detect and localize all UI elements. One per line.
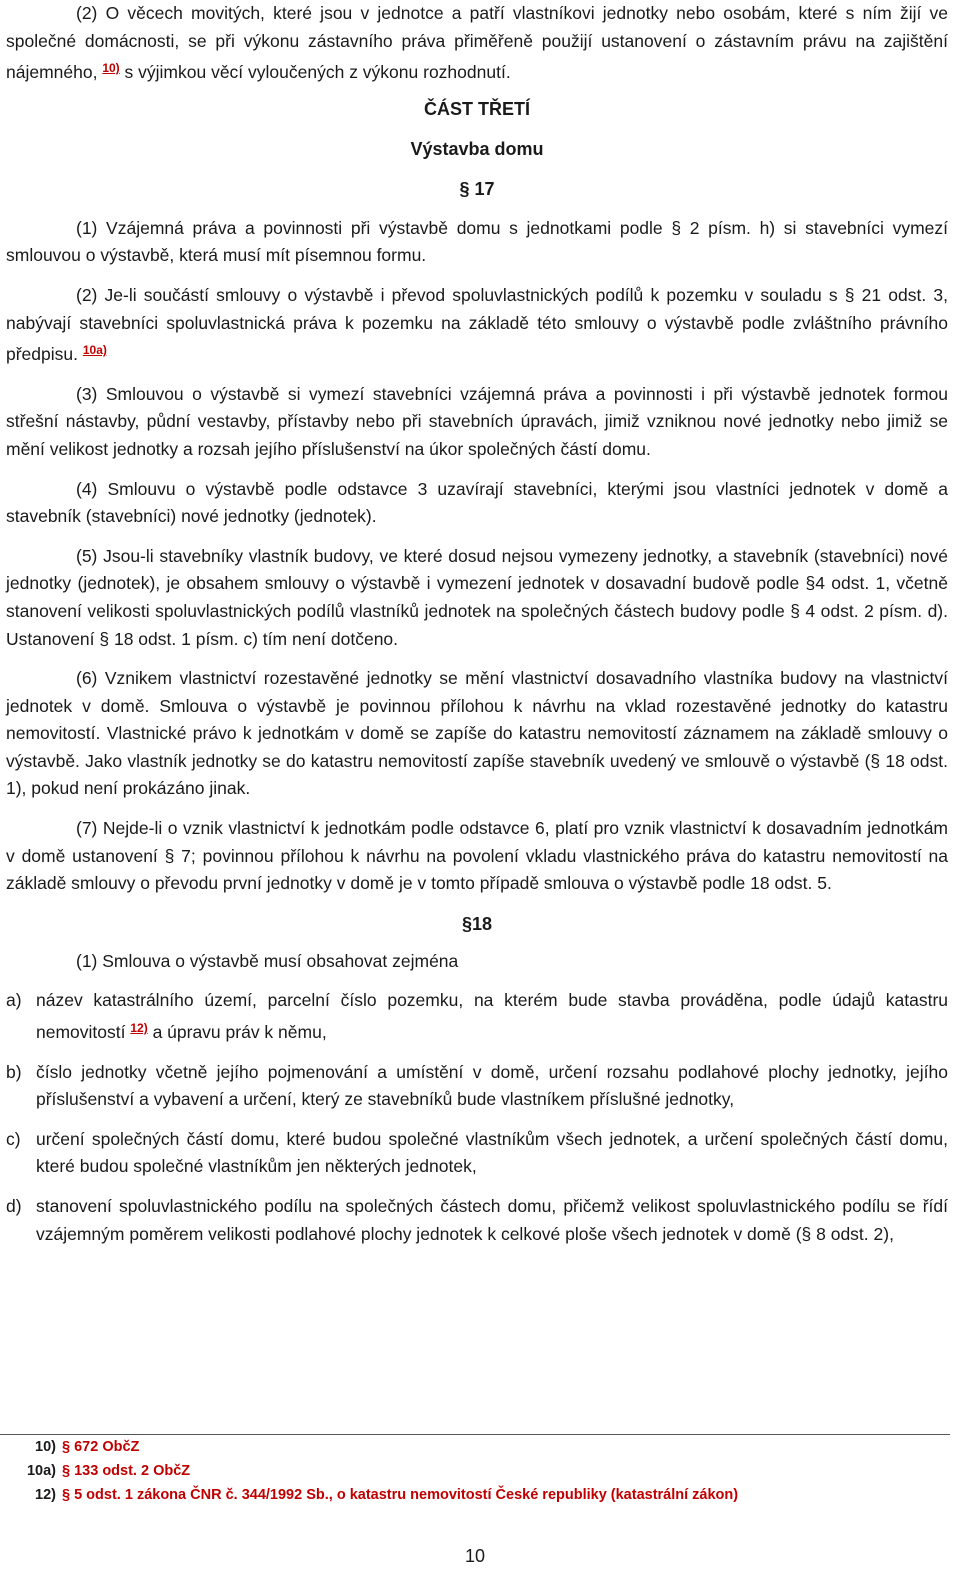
list-text: určení společných částí domu, které budou společné vlastníkům všech jednotek, a určení společných částí domu, které budou společné vlastníkům jen některých jednotek, <box>36 1128 948 1177</box>
paragraph-text: (2) Je-li součástí smlouvy o výstavbě i převod spoluvlastnických podílů k pozemku v souladu s § 21 odst. 3, nabývají stavebníci spoluvlastnická práva k pozemku na základě této smlouvy o výstavbě podle zvláštního právního předpisu. <box>6 284 948 365</box>
list-text: stanovení spoluvlastnického podílu na společných částech domu, přičemž velikost spoluvlastnického podílu se řídí vzájemným poměrem velikosti podlahové plochy jednotek k celkové ploše všech jednotek v domě (§ 8 odst. 2), <box>36 1196 948 1244</box>
paragraph-text: (2) O věcech movitých, které jsou v jednotce a patří vlastníkovi jednotky nebo osobám, které s ním žijí ve společné domácnosti, se při výkonu zástavního práva přiměřeně použijí ustanovení o zástavním právu na zajištění nájemného, <box>6 3 948 83</box>
footnote-link[interactable]: § 5 odst. 1 zákona ČNR č. 344/1992 Sb., o katastru nemovitostí České republiky (katastrální zákon) <box>62 1487 739 1503</box>
footnote-ref-10a[interactable]: 10a) <box>82 343 107 358</box>
footnote-link[interactable]: § 133 odst. 2 ObčZ <box>62 1463 191 1479</box>
footnote-10 <box>0 1438 139 1456</box>
page-number: 10 <box>464 1546 486 1566</box>
s17-para-3: (3) Smlouvou o výstavbě si vymezí stavebníci vzájemná práva a povinnosti i při výstavbě jednotek formou střešní nástavby, půdní vestavby, přístavby nebo při stavebních úpravách, jimiž vzniknou nové jednotky nebo jimiž se mění velikost jednotky a rozsah jejího příslušenství na úkor společných částí domu. <box>6 383 948 459</box>
s17-para-6: (6) Vznikem vlastnictví rozestavěné jednotky se mění vlastnictví dosavadního vlastníka budovy na vlastnictví jednotek v domě. Smlouva o výstavbě je povinnou přílohou k návrhu na vklad rozestavěné jednotky do katastru nemovitostí. Vlastnické právo k jednotkám v domě se zapíše do katastru nemovitostí záznamem na základě smlouvy o výstavbě. Jako vlastník jednotky se do katastru nemovitostí zapíše stavebník uvedený ve smlouvě o výstavbě (§ 18 odst. 1), pokud není prokázáno jinak. <box>6 668 948 799</box>
part-subtitle: Výstavba domu <box>410 138 544 159</box>
list-item <box>6 1059 948 1114</box>
footnote-ref-12[interactable]: 12) <box>130 1021 148 1036</box>
s17-para-2 <box>6 282 948 369</box>
s17-para-7: (7) Nejde-li o vznik vlastnictví k jednotkám podle odstavce 6, platí pro vznik vlastnictví k dosavadním jednotkám v domě ustanovení § 7; povinnou přílohou k návrhu na povolení vkladu vlastnického práva do katastru nemovitostí na základě smlouvy o převodu první jednotky v domě je v tomto případě smlouva o výstavbě podle 18 odst. 5. <box>6 818 948 894</box>
footnote-divider <box>0 1434 950 1435</box>
list-label: d) <box>6 1196 22 1216</box>
list-label: c) <box>6 1128 21 1149</box>
list-item <box>6 1126 948 1181</box>
paragraph-prev-2 <box>6 0 948 87</box>
footnote-10a <box>0 1462 190 1480</box>
list-item <box>6 1193 948 1248</box>
footnote-ref-10[interactable]: 10) <box>102 61 120 76</box>
s18-intro: (1) Smlouva o výstavbě musí obsahovat zejména <box>76 950 459 971</box>
list-text: název katastrálního území, parcelní číslo pozemku, na kterém bude stavba prováděna, podle údajů katastru nemovitostí $^{12)}$ a úpravu práv k němu, <box>36 990 948 1043</box>
part-title: ČÁST TŘETÍ <box>424 98 530 119</box>
s17-para-4: (4) Smlouvu o výstavbě podle odstavce 3 uzavírají stavebníci, kterými jsou vlastníci jednotek v domě a stavebník (stavebníci) nové jednotky (jednotek). <box>6 478 948 527</box>
document-page <box>6 0 948 1248</box>
list-label: a) <box>6 990 22 1011</box>
footnote-key: 10a) <box>26 1463 56 1479</box>
list-label: b) <box>6 1061 22 1082</box>
list-text: číslo jednotky včetně jejího pojmenování a umístění v domě, určení rozsahu podlahové plochy jednotky, jejího příslušenství a vybavení a určení, který ze stavebníků bude vlastníkem příslušné jednotky, <box>36 1061 948 1110</box>
list-item <box>6 987 948 1046</box>
paragraph-text: s výjimkou věcí vyloučených z výkonu rozhodnutí. <box>119 62 511 83</box>
section-18-heading: §18 <box>461 913 493 934</box>
footnote-12 <box>0 1486 738 1504</box>
s17-para-1: (1) Vzájemná práva a povinnosti při výstavbě domu s jednotkami podle § 2 písm. h) si stavebníci vymezí smlouvou o výstavbě, která musí mít písemnou formu. <box>6 217 948 266</box>
footnote-key: 10) <box>35 1439 56 1455</box>
section-17-heading: § 17 <box>459 178 495 199</box>
footnote-key: 12) <box>35 1487 56 1503</box>
footnote-link[interactable]: § 672 ObčZ <box>62 1439 140 1455</box>
s17-para-5: (5) Jsou-li stavebníky vlastník budovy, ve které dosud nejsou vymezeny jednotky, a stavebník (stavebníci) nové jednotky (jednotek), je obsahem smlouvy o výstavbě i vymezení jednotek v dosavadní budově podle §4 odst. 1, včetně stanovení velikosti spoluvlastnických podílů vlastníků jednotek na společných částech budovy podle § 4 odst. 2 písm. d). Ustanovení § 18 odst. 1 písm. c) tím není dotčeno. <box>6 545 948 649</box>
